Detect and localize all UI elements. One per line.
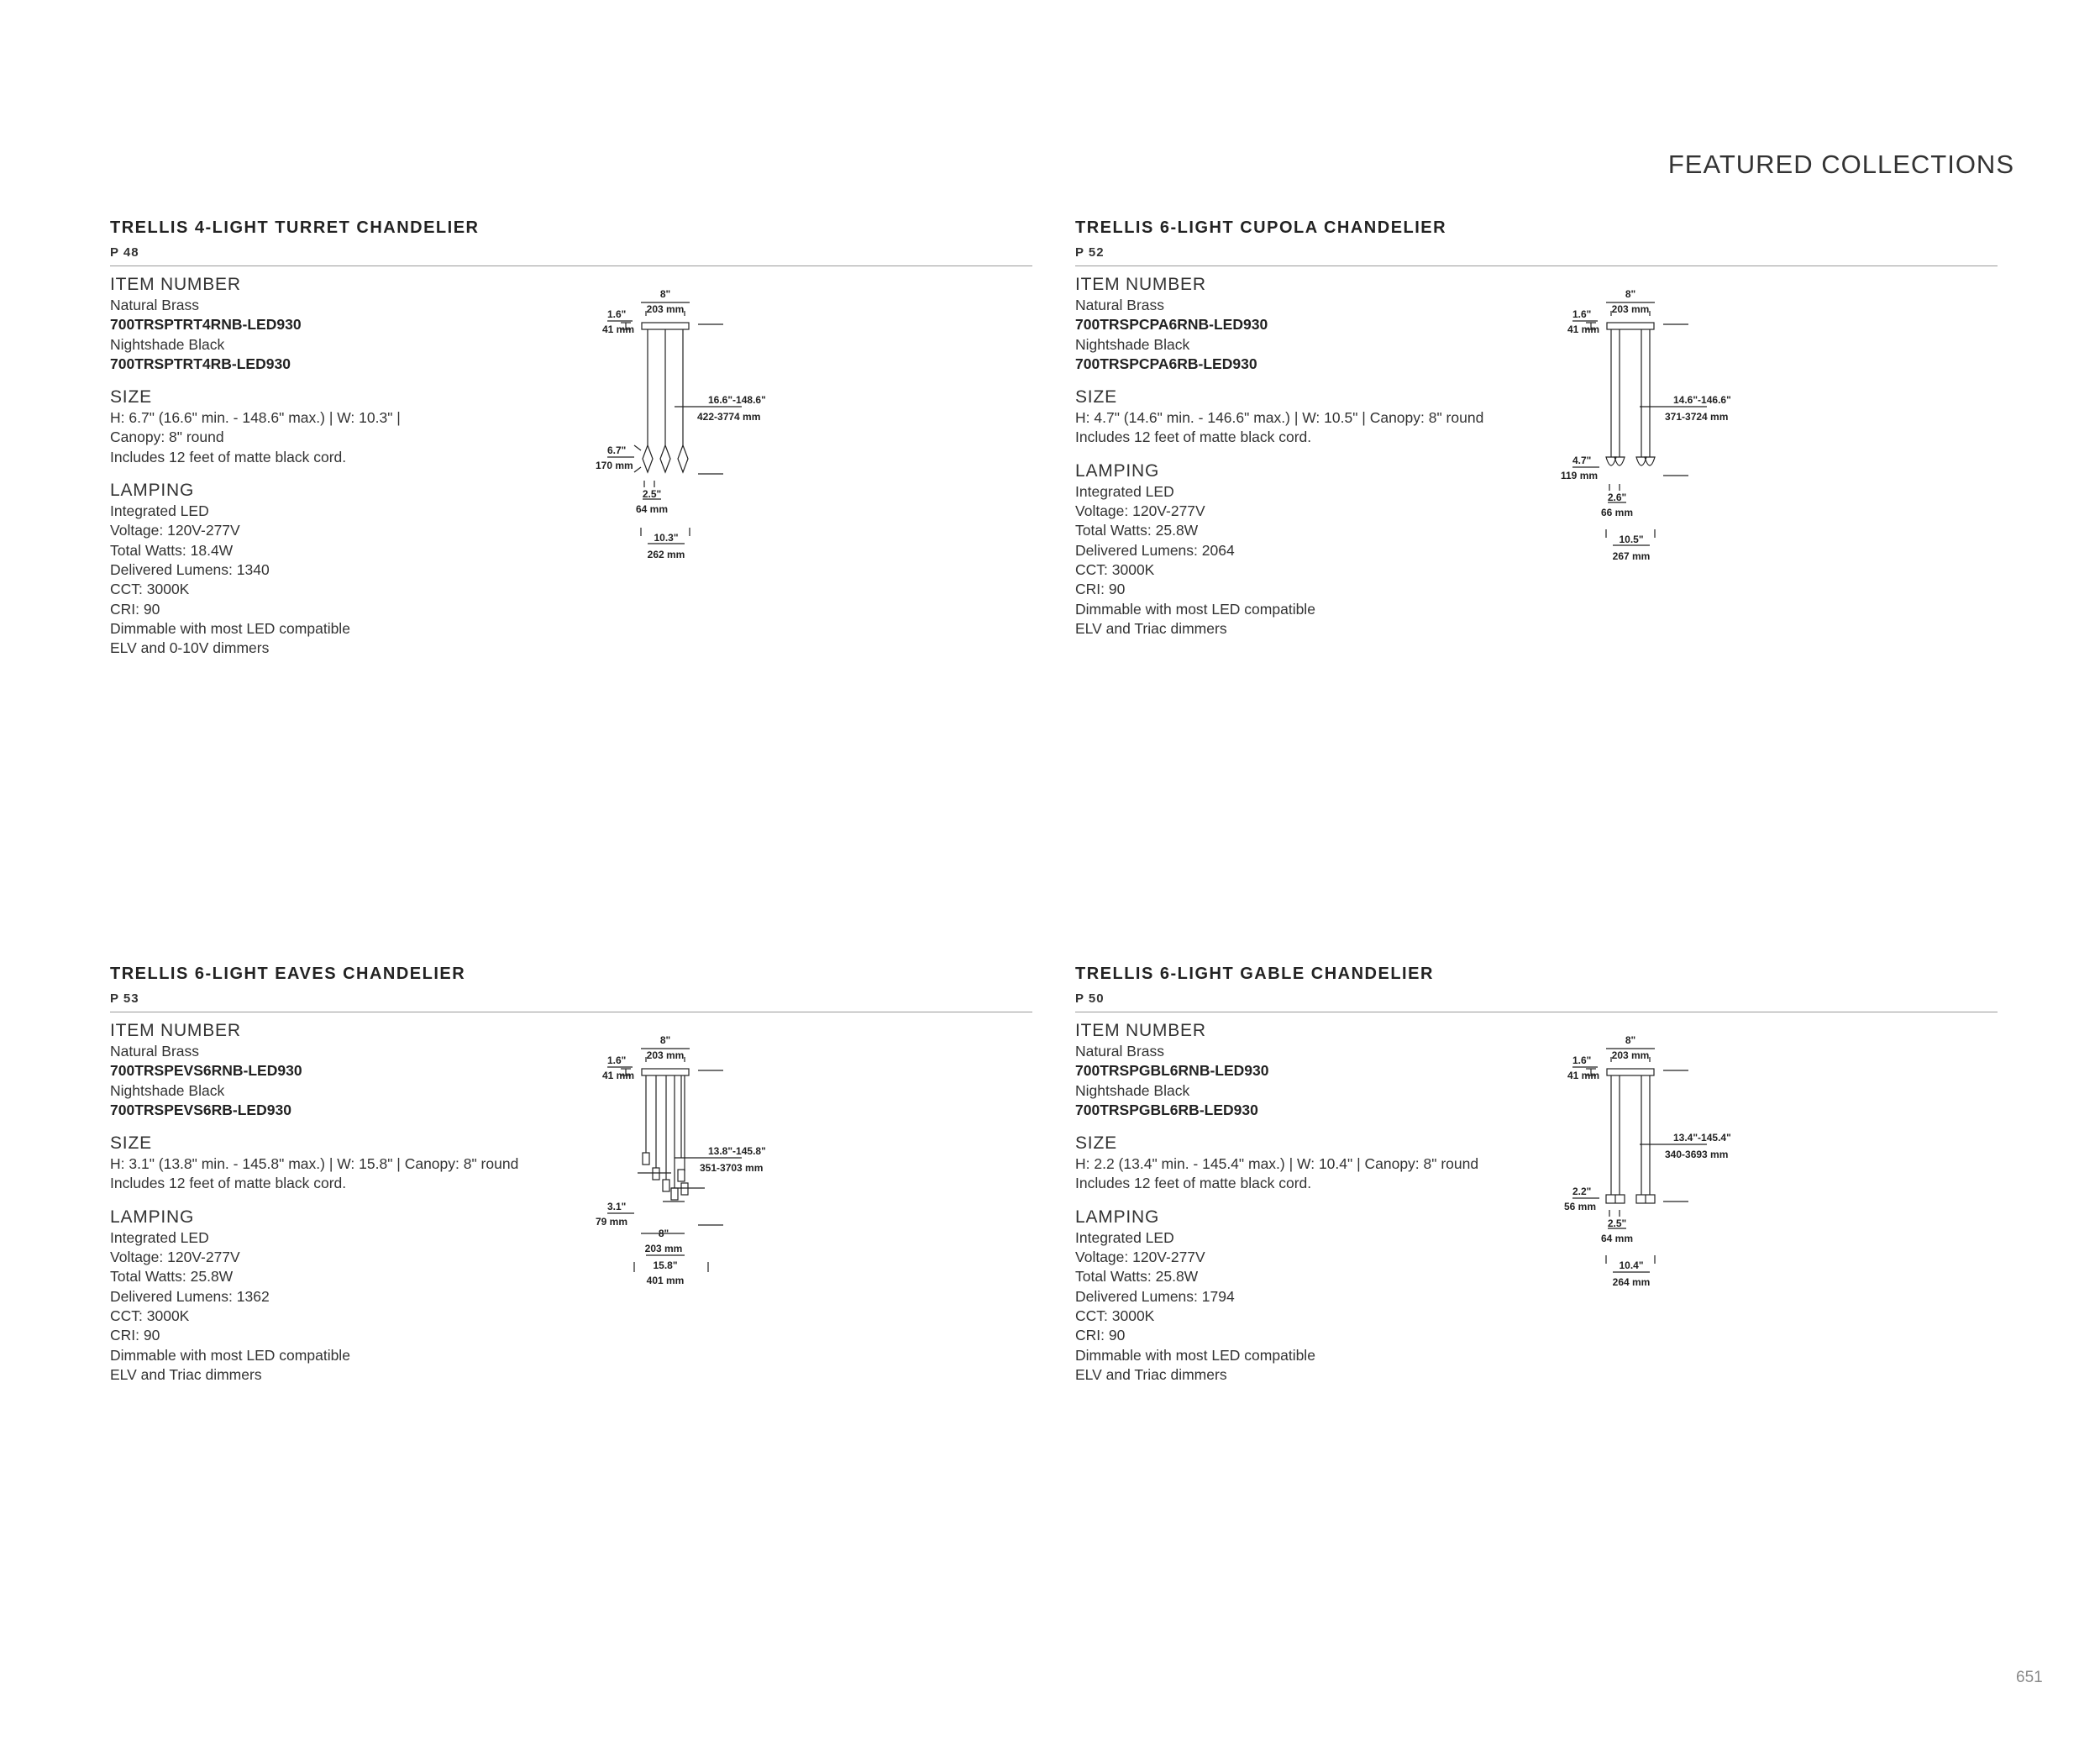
lamping-line: Total Watts: 25.8W: [110, 1268, 234, 1286]
finish-label: Nightshade Black: [110, 335, 225, 353]
dim-canopy-height-in: 1.6": [607, 308, 627, 320]
product-turret: [110, 217, 1032, 657]
dim-canopy-in: 8": [1625, 1034, 1636, 1046]
lamping-line: CCT: 3000K: [110, 1307, 190, 1324]
product-eaves: [110, 963, 1032, 1383]
dim-canopy-height-in: 1.6": [607, 1054, 627, 1066]
sku: 700TRSPEVS6RNB-LED930: [110, 1062, 302, 1080]
lamping-line: CRI: 90: [1075, 1327, 1126, 1344]
product-title: TRELLIS 6-LIGHT EAVES CHANDELIER: [110, 965, 466, 983]
spec-block: [1075, 274, 1579, 639]
dimension-drawing: [591, 277, 792, 580]
dim-overall-in: 14.6"-146.6": [1673, 394, 1731, 406]
dim-width-in: 10.3": [654, 532, 679, 544]
size-line: H: 2.2 (13.4" min. - 145.4" max.) | W: 10.4" | Canopy: 8" round: [1075, 1155, 1479, 1173]
lamping-line: Total Watts: 25.8W: [1075, 522, 1199, 539]
item-number-heading: ITEM NUMBER: [110, 275, 241, 294]
dim-canopy-mm: 203 mm: [646, 1049, 685, 1061]
dim-width-mm: 262 mm: [647, 549, 685, 560]
lamping-line: Dimmable with most LED compatible: [1075, 600, 1315, 618]
lamping-line: Dimmable with most LED compatible: [110, 1346, 350, 1364]
sku: 700TRSPTRT4RB-LED930: [110, 355, 291, 372]
sku: 700TRSPCPA6RNB-LED930: [1075, 316, 1268, 334]
dim-shade-height-in: 3.1": [607, 1201, 627, 1212]
size-heading: SIZE: [110, 387, 152, 408]
size-line: H: 3.1" (13.8" min. - 145.8" max.) | W: 15.8" | Canopy: 8" round: [110, 1155, 519, 1173]
dimension-drawing: [591, 1023, 792, 1326]
page-number: 651: [2016, 1669, 2043, 1686]
dim-width-in: 15.8": [653, 1259, 678, 1271]
dim-canopy-height-in: 1.6": [1572, 308, 1592, 320]
dim-width-mm: 264 mm: [1612, 1276, 1651, 1288]
lamping-line: ELV and Triac dimmers: [110, 1365, 262, 1383]
finish-label: Nightshade Black: [1075, 1081, 1190, 1099]
lamping-line: Delivered Lumens: 1340: [110, 560, 270, 578]
dim-shade-width-mm: 64 mm: [635, 503, 669, 515]
dim-canopy-mm: 203 mm: [1611, 1049, 1650, 1061]
size-heading: SIZE: [110, 1133, 152, 1154]
size-heading: SIZE: [1075, 387, 1117, 408]
dim-shade-height-in: 4.7": [1572, 455, 1592, 466]
product-gable: [1075, 963, 1998, 1383]
lamping-line: Total Watts: 18.4W: [110, 541, 234, 559]
lamping-heading: LAMPING: [1075, 460, 1160, 481]
dimension-drawing: [1556, 1023, 1757, 1326]
dim-canopy-height-in: 1.6": [1572, 1054, 1592, 1066]
dim-canopy-height-mm: 41 mm: [602, 1070, 635, 1081]
spec-block: [110, 1020, 614, 1385]
size-heading: SIZE: [1075, 1133, 1117, 1154]
dim-overall-in: 13.8"-145.8": [708, 1145, 766, 1157]
lamping-line: Delivered Lumens: 2064: [1075, 541, 1235, 559]
lamping-line: Dimmable with most LED compatible: [110, 619, 350, 637]
lamping-line: ELV and Triac dimmers: [1075, 1365, 1227, 1383]
lamping-heading: LAMPING: [110, 481, 195, 501]
lamping-heading: LAMPING: [110, 1207, 195, 1227]
dim-canopy-in: 8": [659, 288, 671, 300]
lamping-line: Delivered Lumens: 1362: [110, 1287, 270, 1305]
lamping-line: CCT: 3000K: [1075, 560, 1155, 578]
size-line: Includes 12 feet of matte black cord.: [1075, 1175, 1312, 1192]
page-reference: P 52: [1075, 245, 1105, 260]
lamping-line: Delivered Lumens: 1794: [1075, 1287, 1235, 1305]
size-line: H: 4.7" (14.6" min. - 146.6" max.) | W: 10.5" | Canopy: 8" round: [1075, 409, 1484, 427]
dim-canopy-height-mm: 41 mm: [1567, 323, 1600, 335]
finish-label: Natural Brass: [1075, 1043, 1165, 1060]
dim-canopy-in: 8": [1625, 288, 1636, 300]
lamping-line: ELV and 0-10V dimmers: [110, 639, 270, 657]
dim-shade-height-mm: 56 mm: [1564, 1201, 1597, 1212]
finish-label: Nightshade Black: [110, 1081, 225, 1099]
spec-block: [1075, 1020, 1579, 1385]
dim-overall-in: 16.6"-148.6": [708, 394, 766, 406]
size-line: Includes 12 feet of matte black cord.: [110, 1175, 347, 1192]
dim-shade-width-in: 2.6": [1607, 492, 1627, 503]
lamping-line: Voltage: 120V-277V: [110, 522, 240, 539]
dim-shade-height-in: 6.7": [607, 444, 627, 456]
finish-label: Natural Brass: [110, 1043, 200, 1060]
lamping-line: Integrated LED: [110, 1228, 209, 1246]
size-line: Canopy: 8" round: [110, 429, 224, 446]
product-title: TRELLIS 4-LIGHT TURRET CHANDELIER: [110, 218, 480, 237]
size-line: Includes 12 feet of matte black cord.: [1075, 429, 1312, 446]
dim-shade-height-mm: 170 mm: [596, 460, 633, 471]
dim-shade-height-mm: 119 mm: [1561, 470, 1599, 481]
lamping-line: Total Watts: 25.8W: [1075, 1268, 1199, 1286]
dim-canopy-mm: 203 mm: [1611, 303, 1650, 315]
dim-shade-height-mm: 79 mm: [596, 1216, 628, 1228]
lamping-line: CRI: 90: [1075, 581, 1126, 598]
lamping-line: Integrated LED: [1075, 482, 1174, 500]
dim-shade-width-in: 2.5": [642, 488, 662, 500]
finish-label: Natural Brass: [1075, 297, 1165, 313]
dim-canopy-height-mm: 41 mm: [1567, 1070, 1600, 1081]
lamping-line: CRI: 90: [110, 1327, 160, 1344]
lamping-line: CRI: 90: [110, 600, 160, 618]
spec-block: [110, 274, 614, 658]
lamping-line: Voltage: 120V-277V: [110, 1249, 240, 1266]
lamping-line: Voltage: 120V-277V: [1075, 1249, 1205, 1266]
sku: 700TRSPGBL6RB-LED930: [1075, 1101, 1258, 1118]
sku: 700TRSPCPA6RB-LED930: [1075, 355, 1257, 372]
product-title: TRELLIS 6-LIGHT GABLE CHANDELIER: [1075, 965, 1434, 983]
finish-label: Natural Brass: [110, 297, 200, 313]
lamping-line: Integrated LED: [1075, 1228, 1174, 1246]
finish-label: Nightshade Black: [1075, 335, 1190, 353]
section-header: FEATURED COLLECTIONS: [1667, 150, 2014, 179]
item-number-heading: ITEM NUMBER: [110, 1021, 241, 1040]
dim-overall-mm: 371-3724 mm: [1665, 411, 1729, 423]
page-reference: P 50: [1075, 991, 1105, 1006]
lamping-heading: LAMPING: [1075, 1207, 1160, 1227]
item-number-heading: ITEM NUMBER: [1075, 275, 1206, 294]
page-reference: P 53: [110, 991, 139, 1006]
dim-overall-mm: 422-3774 mm: [697, 411, 761, 423]
dim-shade-width-mm: 203 mm: [644, 1243, 683, 1254]
sku: 700TRSPTRT4RNB-LED930: [110, 316, 302, 334]
dim-overall-in: 13.4"-145.4": [1673, 1132, 1731, 1144]
sku: 700TRSPEVS6RB-LED930: [110, 1101, 291, 1118]
size-line: Includes 12 feet of matte black cord.: [110, 448, 347, 465]
size-line: H: 6.7" (16.6" min. - 148.6" max.) | W: 10.3" |: [110, 409, 401, 427]
dimension-drawing: [1556, 277, 1757, 580]
item-number-heading: ITEM NUMBER: [1075, 1021, 1206, 1040]
lamping-line: CCT: 3000K: [110, 581, 190, 598]
dim-shade-width-mm: 64 mm: [1600, 1233, 1634, 1244]
dim-width-mm: 401 mm: [646, 1275, 685, 1286]
product-title: TRELLIS 6-LIGHT CUPOLA CHANDELIER: [1075, 218, 1447, 237]
dim-shade-width-in: 8": [658, 1228, 669, 1239]
dim-shade-width-mm: 66 mm: [1600, 507, 1634, 518]
dim-width-in: 10.4": [1619, 1259, 1644, 1271]
page-reference: P 48: [110, 245, 139, 260]
product-cupola: [1075, 217, 1998, 637]
dim-canopy-in: 8": [659, 1034, 671, 1046]
dim-overall-mm: 340-3693 mm: [1665, 1149, 1729, 1160]
dim-width-in: 10.5": [1619, 534, 1644, 545]
dim-width-mm: 267 mm: [1612, 550, 1651, 562]
dim-overall-mm: 351-3703 mm: [700, 1162, 764, 1174]
lamping-line: Dimmable with most LED compatible: [1075, 1346, 1315, 1364]
lamping-line: Voltage: 120V-277V: [1075, 502, 1205, 520]
lamping-line: CCT: 3000K: [1075, 1307, 1155, 1324]
sku: 700TRSPGBL6RNB-LED930: [1075, 1062, 1269, 1080]
lamping-line: Integrated LED: [110, 502, 209, 520]
dim-shade-width-in: 2.5": [1607, 1217, 1627, 1229]
dim-canopy-height-mm: 41 mm: [602, 323, 635, 335]
dim-shade-height-in: 2.2": [1572, 1186, 1592, 1197]
lamping-line: ELV and Triac dimmers: [1075, 619, 1227, 637]
dim-canopy-mm: 203 mm: [646, 303, 685, 315]
